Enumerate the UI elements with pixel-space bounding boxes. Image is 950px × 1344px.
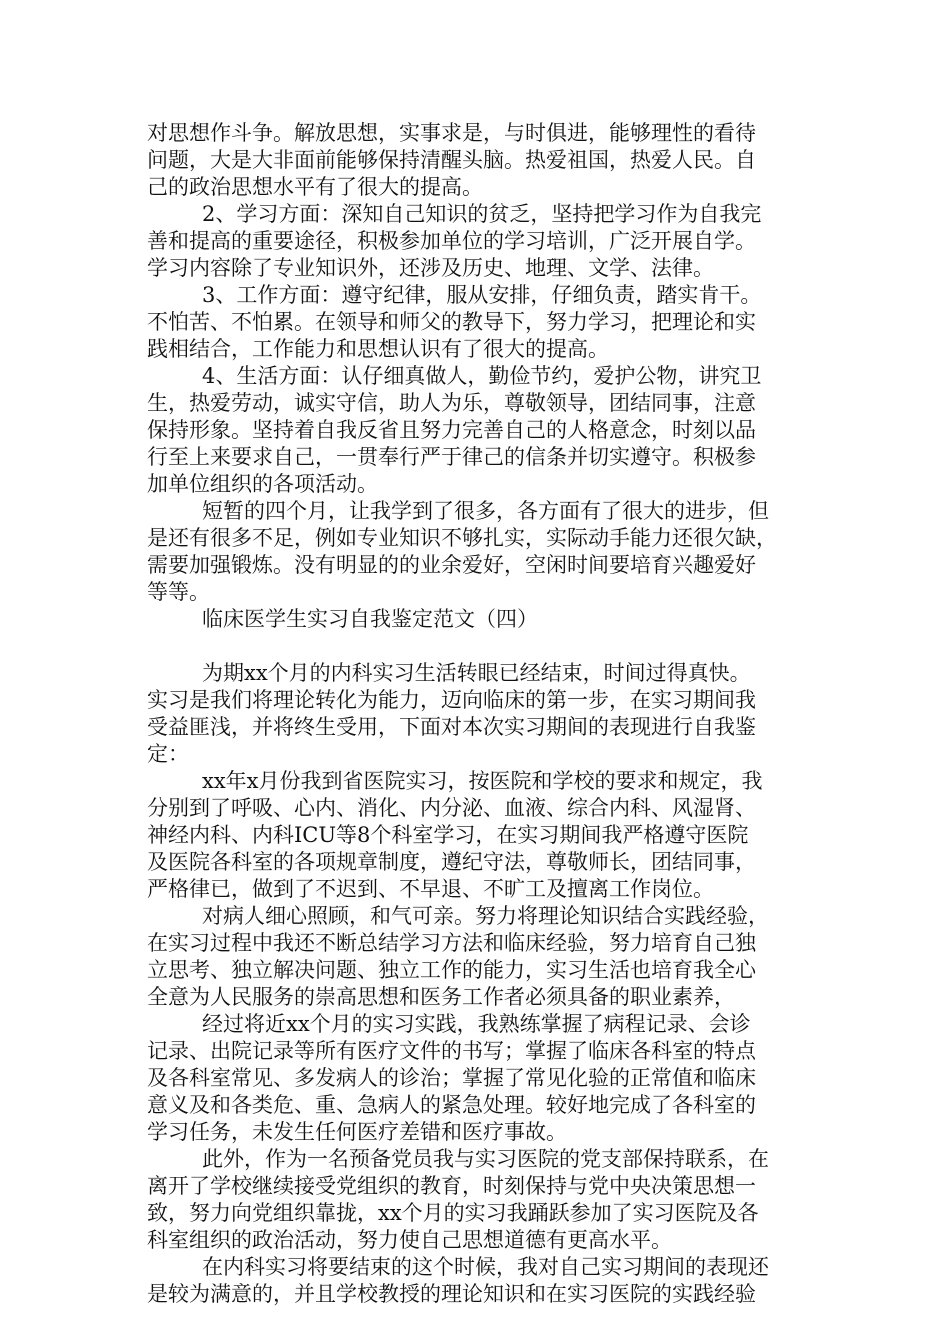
text-line: 受益匪浅，并将终生受用，下面对本次实习期间的表现进行自我鉴: [147, 715, 756, 739]
text-line: xx年x月份我到省医院实习，按医院和学校的要求和规定，我: [202, 769, 763, 793]
text-line: 及医院各科室的各项规章制度，遵纪守法，尊敬师长，团结同事，: [147, 850, 756, 874]
text-line: 定：: [147, 742, 189, 766]
text-line: 分别到了呼吸、心内、消化、内分泌、血液、综合内科、风湿肾、: [147, 796, 756, 820]
text-line: 此外，作为一名预备党员我与实习医院的党支部保持联系，在: [202, 1147, 769, 1171]
text-line: 实习是我们将理论转化为能力，迈向临床的第一步，在实习期间我: [147, 688, 756, 712]
text-line: 学习内容除了专业知识外，还涉及历史、地理、文学、法律。: [147, 256, 714, 280]
text-line: 保持形象。坚持着自我反省且努力完善自己的人格意念，时刻以品: [147, 418, 756, 442]
text-line: 为期xx个月的内科实习生活转眼已经结束，时间过得真快。: [202, 661, 751, 685]
document-body: [147, 120, 807, 1308]
text-line: 善和提高的重要途径，积极参加单位的学习培训，广泛开展自学。: [147, 229, 756, 253]
text-line: 临床医学生实习自我鉴定范文（四）: [202, 607, 538, 631]
text-line: 践相结合，工作能力和思想认识有了很大的提高。: [147, 337, 609, 361]
text-line: 生，热爱劳动，诚实守信，助人为乐，尊敬领导，团结同事，注意: [147, 391, 756, 415]
text-line: 在实习过程中我还不断总结学习方法和临床经验，努力培育自己独: [147, 931, 756, 955]
text-line: 离开了学校继续接受党组织的教育，时刻保持与党中央决策思想一: [147, 1174, 756, 1198]
text-line: 意义及和各类危、重、急病人的紧急处理。较好地完成了各科室的: [147, 1093, 756, 1117]
text-line: 己的政治思想水平有了很大的提高。: [147, 175, 483, 199]
text-line: 神经内科、内科ICU等8个科室学习，在实习期间我严格遵守医院: [147, 823, 749, 847]
text-line: 等等。: [147, 580, 210, 604]
text-line: 是较为满意的，并且学校教授的理论知识和在实习医院的实践经验: [147, 1282, 756, 1306]
text-line: 2、学习方面：深知自己知识的贫乏，坚持把学习作为自我完: [202, 202, 762, 226]
text-line: 科室组织的政治活动，努力使自己思想道德有更高水平。: [147, 1228, 672, 1252]
text-line: 严格律已，做到了不迟到、不早退、不旷工及擅离工作岗位。: [147, 877, 714, 901]
blank-line: [147, 633, 807, 660]
text-line: 4、生活方面：认仔细真做人，勤俭节约，爱护公物，讲究卫: [202, 364, 762, 388]
text-line: 是还有很多不足，例如专业知识不够扎实，实际动手能力还很欠缺，: [147, 526, 777, 550]
text-line: 及各科室常见、多发病人的诊治；掌握了常见化验的正常值和临床: [147, 1066, 756, 1090]
text-line: 需要加强锻炼。没有明显的的业余爱好，空闲时间要培育兴趣爱好: [147, 553, 756, 577]
text-line: 全意为人民服务的崇高思想和医务工作者必须具备的职业素养，: [147, 985, 735, 1009]
text-line: 致，努力向党组织靠拢，xx个月的实习我踊跃参加了实习医院及各: [147, 1201, 759, 1225]
text-line: 学习任务，未发生任何医疗差错和医疗事故。: [147, 1120, 567, 1144]
text-line: 对病人细心照顾，和气可亲。努力将理论知识结合实践经验，: [202, 904, 769, 928]
text-line: 经过将近xx个月的实习实践，我熟练掌握了病程记录、会诊: [202, 1012, 751, 1036]
text-line: 短暂的四个月，让我学到了很多，各方面有了很大的进步，但: [202, 499, 769, 523]
text-line: 行至上来要求自己，一贯奉行严于律己的信条并切实遵守。积极参: [147, 445, 756, 469]
text-line: 记录、出院记录等所有医疗文件的书写；掌握了临床各科室的特点: [147, 1039, 756, 1063]
text-line: 对思想作斗争。解放思想，实事求是，与时俱进，能够理性的看待: [147, 121, 756, 145]
text-line: 不怕苦、不怕累。在领导和师父的教导下，努力学习，把理论和实: [147, 310, 756, 334]
text-line: 3、工作方面：遵守纪律，服从安排，仔细负责，踏实肯干。: [202, 283, 762, 307]
text-line: 在内科实习将要结束的这个时候，我对自己实习期间的表现还: [202, 1255, 769, 1279]
text-line: 问题，大是大非面前能够保持清醒头脑。热爱祖国，热爱人民。自: [147, 148, 756, 172]
text-line: 加单位组织的各项活动。: [147, 472, 378, 496]
text-line: 立思考、独立解决问题、独立工作的能力，实习生活也培育我全心: [147, 958, 756, 982]
